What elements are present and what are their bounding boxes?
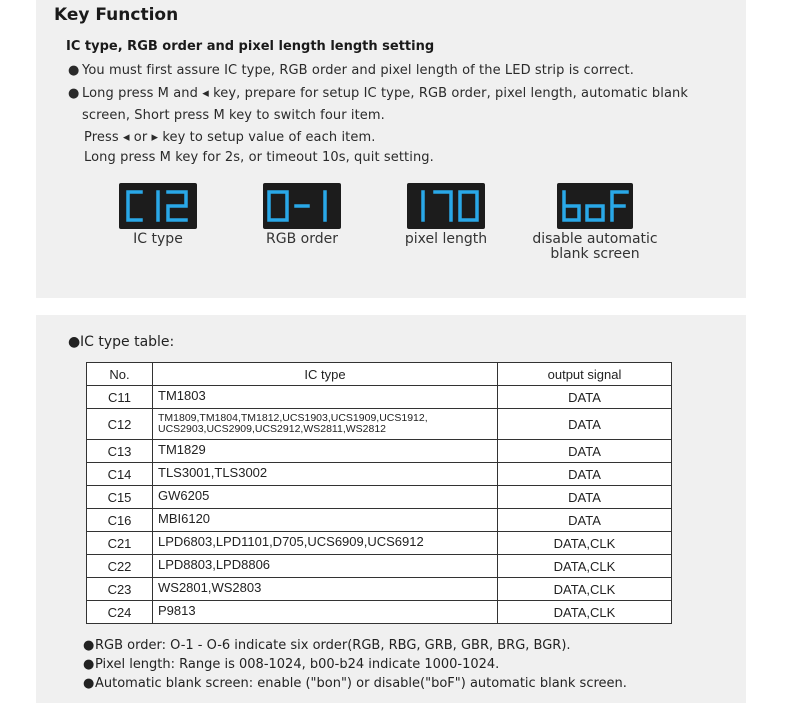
cell-no: C16 bbox=[87, 509, 153, 532]
cell-ic: TM1829 bbox=[153, 440, 498, 463]
bullet-icon: ● bbox=[68, 334, 81, 350]
cell-output: DATA bbox=[498, 463, 672, 486]
bullet-icon: ● bbox=[83, 638, 95, 653]
note-rgb-order: ●RGB order: O-1 - O-6 indicate six order(RGB, RBG, GRB, GBR, BRG, BGR). bbox=[83, 638, 571, 653]
table-row bbox=[87, 486, 672, 509]
caption-rgb-order: RGB order bbox=[266, 231, 338, 247]
instruction-line-4: Long press M key for 2s, or timeout 10s, quit setting. bbox=[84, 150, 434, 165]
cell-output: DATA bbox=[498, 509, 672, 532]
lcd-display-rgb-order bbox=[263, 183, 341, 229]
cell-ic: TM1809,TM1804,TM1812,UCS1903,UCS1909,UCS1912, UCS2903,UCS2909,UCS2912,WS2811,WS2812 bbox=[153, 409, 498, 440]
table-row bbox=[87, 555, 672, 578]
table-row bbox=[87, 409, 672, 440]
cell-ic: TLS3001,TLS3002 bbox=[153, 463, 498, 486]
cell-no: C22 bbox=[87, 555, 153, 578]
lcd-display-pixel-length bbox=[407, 183, 485, 229]
bullet-icon: ● bbox=[68, 63, 80, 78]
caption-ic-type: IC type bbox=[133, 231, 183, 247]
table-row bbox=[87, 509, 672, 532]
instruction-line-1: ● You must first assure IC type, RGB order and pixel length of the LED strip is correct. bbox=[68, 63, 634, 78]
instruction-line-2-cont: screen, Short press M key to switch four item. bbox=[82, 108, 385, 123]
bullet-icon: ● bbox=[83, 676, 95, 691]
header-output-signal: output signal bbox=[498, 363, 672, 386]
page-title: Key Function bbox=[54, 5, 179, 25]
note-blank-screen: ●Automatic blank screen: enable ("bon") or disable("boF") automatic blank screen. bbox=[83, 676, 627, 691]
header-ic-type: IC type bbox=[153, 363, 498, 386]
instruction-line-3: Press ◂ or ▸ key to setup value of each item. bbox=[84, 130, 376, 145]
cell-ic: LPD6803,LPD1101,D705,UCS6909,UCS6912 bbox=[153, 532, 498, 555]
caption-blank-screen: disable automatic blank screen bbox=[532, 231, 658, 262]
cell-no: C23 bbox=[87, 578, 153, 601]
bullet-icon: ● bbox=[83, 657, 95, 672]
cell-no: C12 bbox=[87, 409, 153, 440]
cell-output: DATA bbox=[498, 486, 672, 509]
cell-no: C14 bbox=[87, 463, 153, 486]
table-row bbox=[87, 440, 672, 463]
cell-output: DATA,CLK bbox=[498, 601, 672, 624]
table-row bbox=[87, 601, 672, 624]
cell-ic: GW6205 bbox=[153, 486, 498, 509]
cell-no: C21 bbox=[87, 532, 153, 555]
ic-table-label: ●IC type table: bbox=[68, 334, 175, 350]
cell-ic: MBI6120 bbox=[153, 509, 498, 532]
ic-type-table bbox=[86, 362, 672, 624]
cell-no: C11 bbox=[87, 386, 153, 409]
cell-output: DATA,CLK bbox=[498, 532, 672, 555]
cell-output: DATA bbox=[498, 440, 672, 463]
lcd-display-blank-screen bbox=[557, 183, 633, 229]
instruction-line-2: ● Long press M and ◂ key, prepare for setup IC type, RGB order, pixel length, automatic blank bbox=[68, 86, 689, 101]
bullet-icon: ● bbox=[68, 86, 80, 101]
header-no: No. bbox=[87, 363, 153, 386]
note-pixel-length: ●Pixel length: Range is 008-1024, b00-b24 indicate 1000-1024. bbox=[83, 657, 500, 672]
table-row bbox=[87, 463, 672, 486]
caption-pixel-length: pixel length bbox=[404, 231, 488, 247]
cell-no: C24 bbox=[87, 601, 153, 624]
cell-ic: LPD8803,LPD8806 bbox=[153, 555, 498, 578]
cell-output: DATA,CLK bbox=[498, 555, 672, 578]
cell-no: C15 bbox=[87, 486, 153, 509]
table-row bbox=[87, 578, 672, 601]
cell-ic: WS2801,WS2803 bbox=[153, 578, 498, 601]
cell-ic: P9813 bbox=[153, 601, 498, 624]
cell-no: C13 bbox=[87, 440, 153, 463]
table-row bbox=[87, 386, 672, 409]
cell-ic: TM1803 bbox=[153, 386, 498, 409]
section-title: IC type, RGB order and pixel length length setting bbox=[66, 39, 435, 54]
lcd-display-ic-type bbox=[119, 183, 197, 229]
cell-output: DATA,CLK bbox=[498, 578, 672, 601]
table-row bbox=[87, 532, 672, 555]
cell-output: DATA bbox=[498, 386, 672, 409]
table-header-row bbox=[87, 363, 672, 386]
cell-output: DATA bbox=[498, 409, 672, 440]
